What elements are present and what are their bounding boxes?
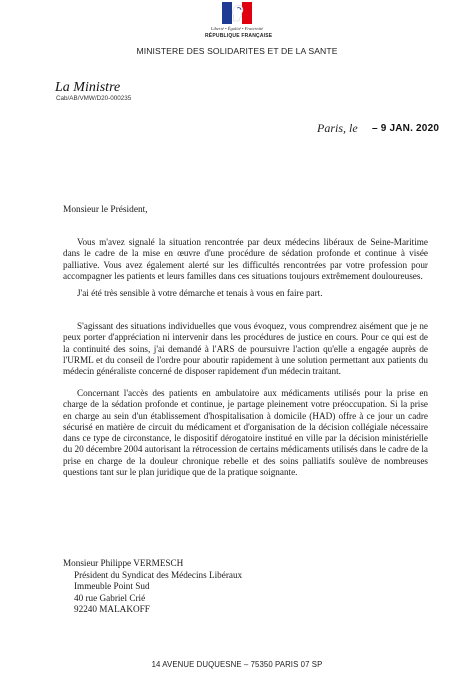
sender-title: La Ministre [55, 80, 121, 95]
recipient-city: 92240 MALAKOFF [74, 604, 150, 614]
paragraph-4-text: Concernant l'accès des patients en ambulatoire aux médicaments utilisés pour la prise en charge de la sédation profonde et continue, je partage pleinement votre préoccupation. Si la prise en charge au sein d'un établissement d'hospitalisation à domicile (HAD) offre à ce jour un cadre sécurisé en matière de circuit du médicament et d'organisation de la décision collégiale nécessaire dans ce type de circonstance, le dispositif dérogatoire institué en ville par la décision ministérielle du 20 décembre 2004 autorisant la rétrocession de certains médicaments utilisés dans le cadre de la prise en charge de la douleur chronique rebelle et des soins palliatifs soulève de nombreuses questions tant sur le plan juridique que de la pratique soignante. [63, 388, 428, 478]
paragraph-2 [63, 288, 428, 299]
recipient-name: Monsieur Philippe VERMESCH [63, 558, 184, 568]
date-stamp: – 9 JAN. 2020 [372, 123, 440, 134]
recipient-building: Immeuble Point Sud [74, 581, 150, 591]
marianne-logo [205, 2, 273, 46]
recipient-role: Président du Syndicat des Médecins Libéraux [74, 569, 243, 580]
tricolor-flag-icon [222, 2, 252, 24]
paragraph-3-text: S'agissant des situations individuelles que vous évoquez, vous comprendrez aisément que je ne peux porter d'appréciation ni intervenir dans les procédures de justice en cours. Pour ce qui est de la continuité des soins, j'ai demandé à l'ARS de poursuivre l'action qu'elle a engagée auprès de l'URML et du conseil de l'ordre pour aboutir rapidement à une solution permettant aux patients du médecin généraliste concerné de disposer rapidement d'un médecin traitant. [63, 321, 428, 377]
recipient-address [63, 558, 242, 616]
recipient-street: 40 rue Gabriel Crié [74, 592, 146, 603]
footer-address: 14 AVENUE DUQUESNE – 75350 PARIS 07 SP [151, 660, 323, 669]
paragraph-2-text: J'ai été très sensible à votre démarche et tenais à vous en faire part. [77, 288, 323, 298]
paragraph-4 [63, 388, 428, 478]
paragraph-1 [63, 237, 428, 282]
paragraph-1-text: Vous m'avez signalé la situation rencontrée par deux médecins libéraux de Seine-Maritime dans le cadre de la mise en œuvre d'une procédure de sédation profonde et continue à visée palliative. Vous avez également alerté sur les difficultés rencontrées par votre profession pour accompagner les patients et leurs familles dans ces situations toujours extrêmement douloureuses. [63, 237, 428, 281]
republic-motto: Liberté • Égalité • Fraternité [210, 26, 264, 31]
republic-name: RÉPUBLIQUE FRANÇAISE [205, 33, 273, 39]
salutation: Monsieur le Président, [63, 205, 148, 215]
dateline-place: Paris, le [317, 121, 358, 135]
ministry-name: MINISTERE DES SOLIDARITES ET DE LA SANTE [136, 46, 338, 56]
marianne-profile-icon [231, 4, 245, 22]
reference-number: Cab/AB/VMW/D20-000235 [56, 95, 132, 102]
paragraph-3 [63, 321, 428, 377]
